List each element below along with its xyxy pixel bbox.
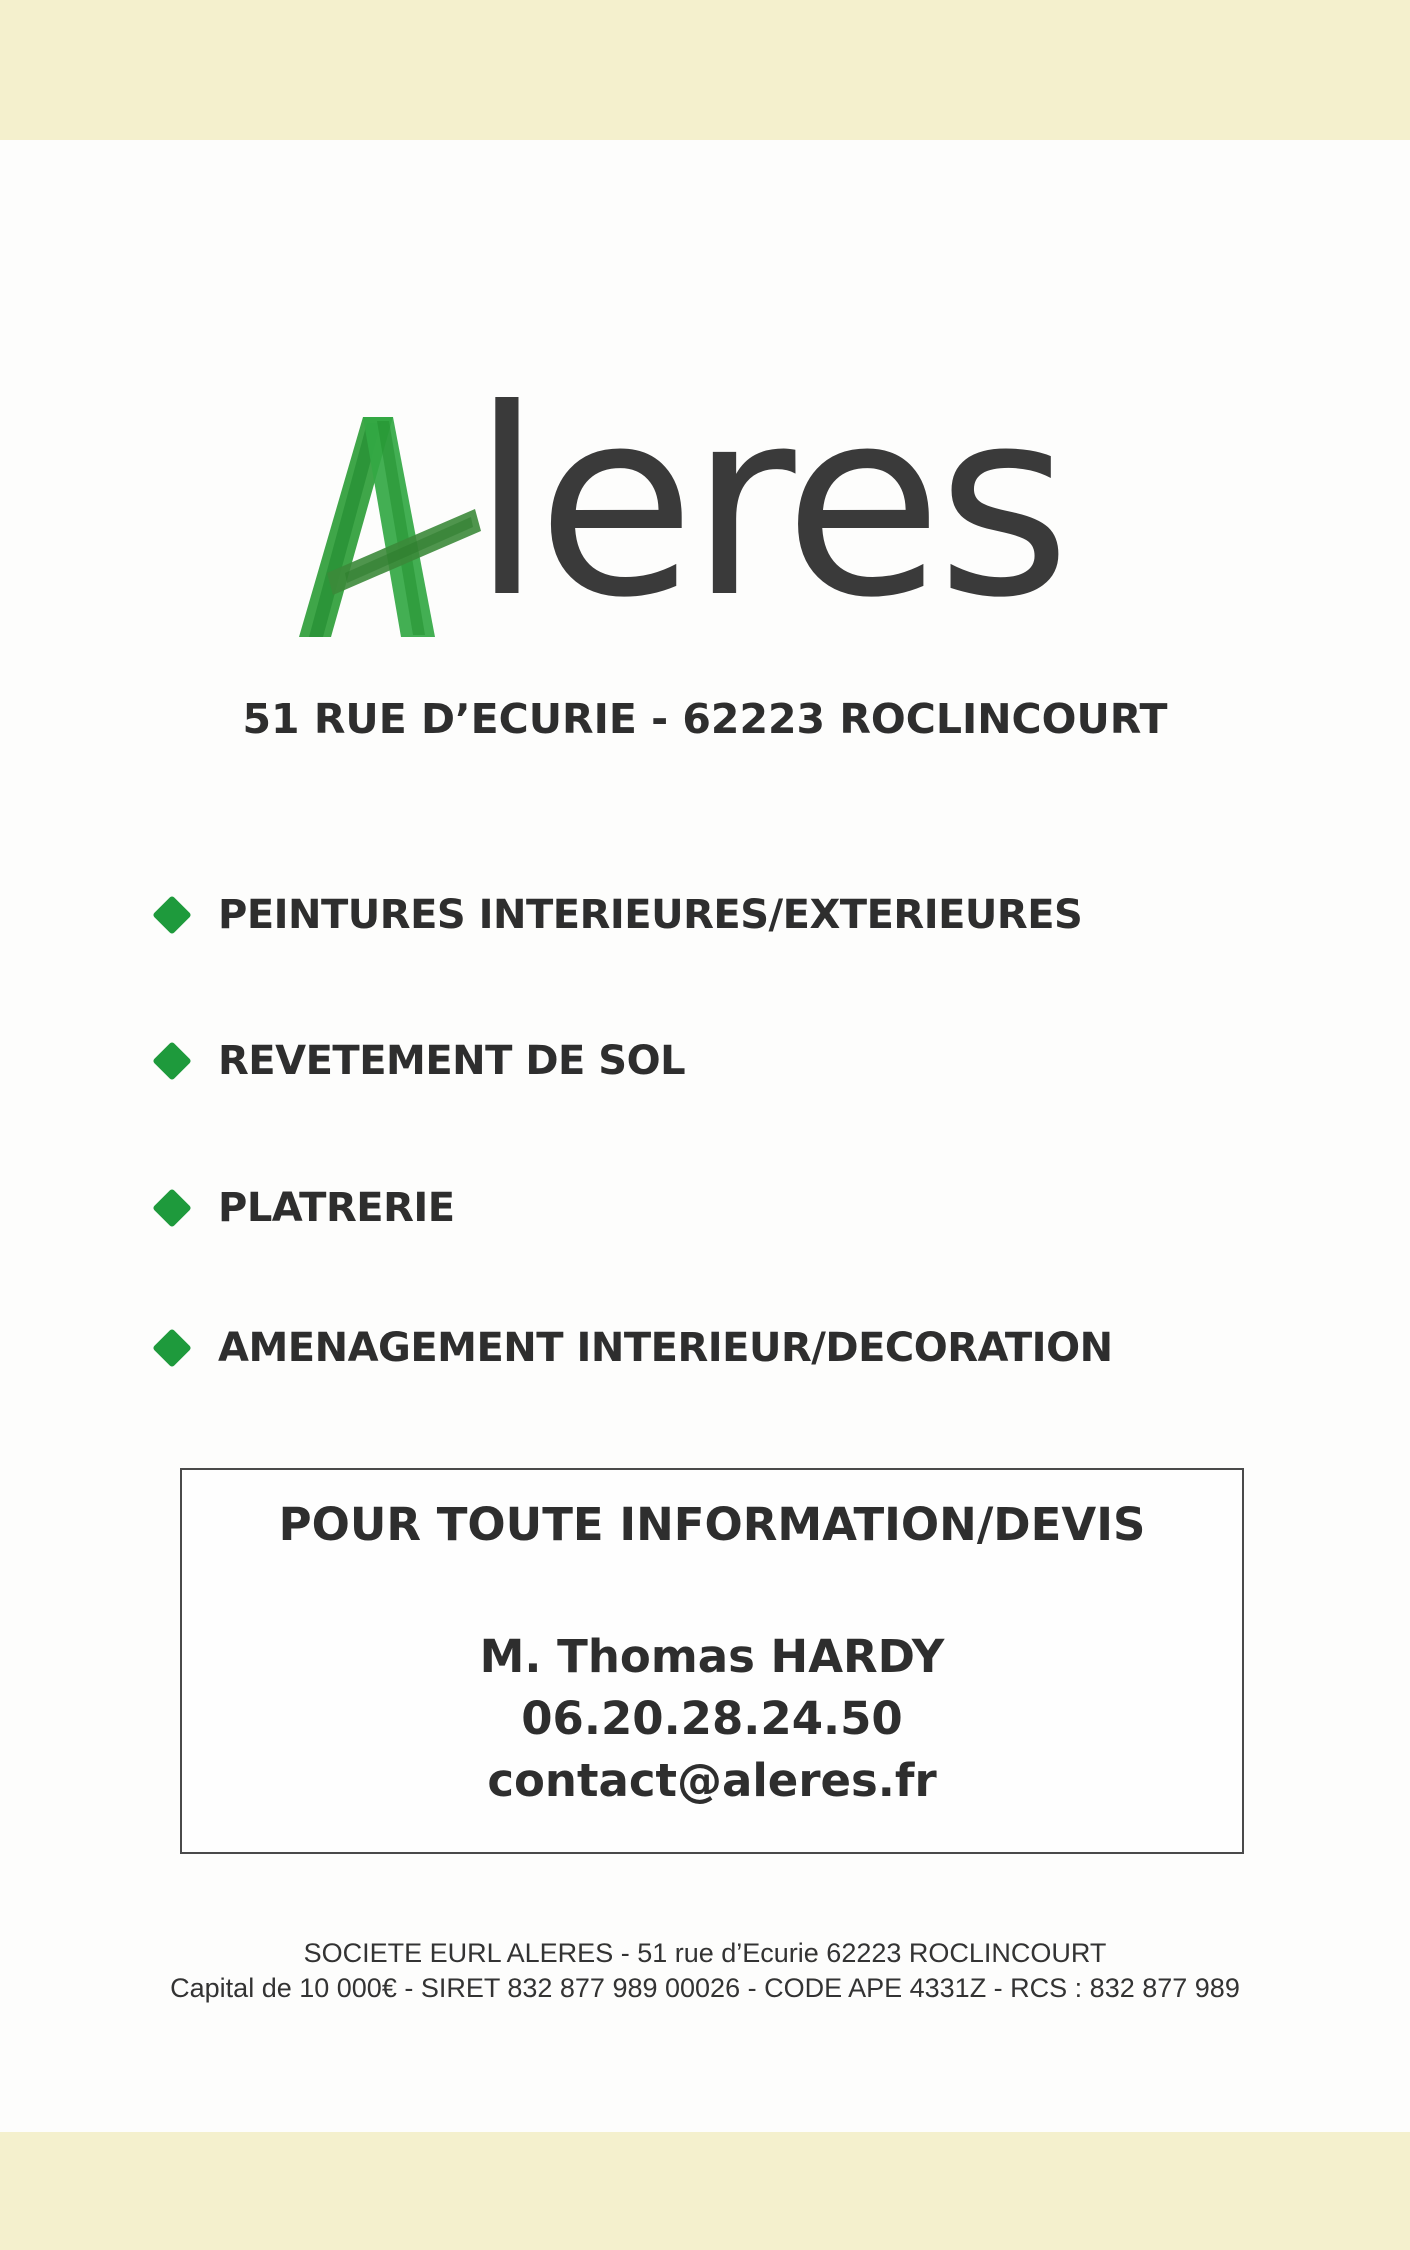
contact-name: M. Thomas HARDY — [479, 1630, 945, 1683]
green-diamond-bullet-icon — [152, 1328, 192, 1368]
green-diamond-bullet-icon — [152, 1041, 192, 1081]
service-item — [150, 885, 1082, 945]
contact-heading: POUR TOUTE INFORMATION/DEVIS — [278, 1498, 1146, 1551]
logo-wordmark: leres — [471, 354, 1065, 654]
contact-email: contact@aleres.fr — [487, 1754, 937, 1807]
service-item — [150, 1318, 1113, 1378]
contact-box — [180, 1468, 1244, 1854]
service-item — [150, 1031, 685, 1091]
service-label: PLATRERIE — [218, 1185, 455, 1231]
aleres-logo — [285, 354, 1125, 654]
contact-phone: 06.20.28.24.50 — [521, 1692, 903, 1745]
footer-company-line: SOCIETE EURL ALERES - 51 rue d’Ecurie 62223 ROCLINCOURT — [303, 1938, 1107, 1968]
footer-legal-line: Capital de 10 000€ - SIRET 832 877 989 00026 - CODE APE 4331Z - RCS : 832 877 989 — [170, 1973, 1240, 2003]
service-label: AMENAGEMENT INTERIEUR/DECORATION — [218, 1325, 1113, 1371]
service-label: REVETEMENT DE SOL — [218, 1038, 686, 1084]
company-address: 51 RUE D’ECURIE - 62223 ROCLINCOURT — [242, 695, 1168, 743]
green-diamond-bullet-icon — [152, 895, 192, 935]
green-a-logo-icon — [285, 405, 485, 645]
top-margin-band — [0, 0, 1410, 140]
service-label: PEINTURES INTERIEURES/EXTERIEURES — [218, 892, 1083, 938]
bottom-margin-band — [0, 2132, 1410, 2250]
service-item — [150, 1178, 455, 1238]
green-diamond-bullet-icon — [152, 1188, 192, 1228]
